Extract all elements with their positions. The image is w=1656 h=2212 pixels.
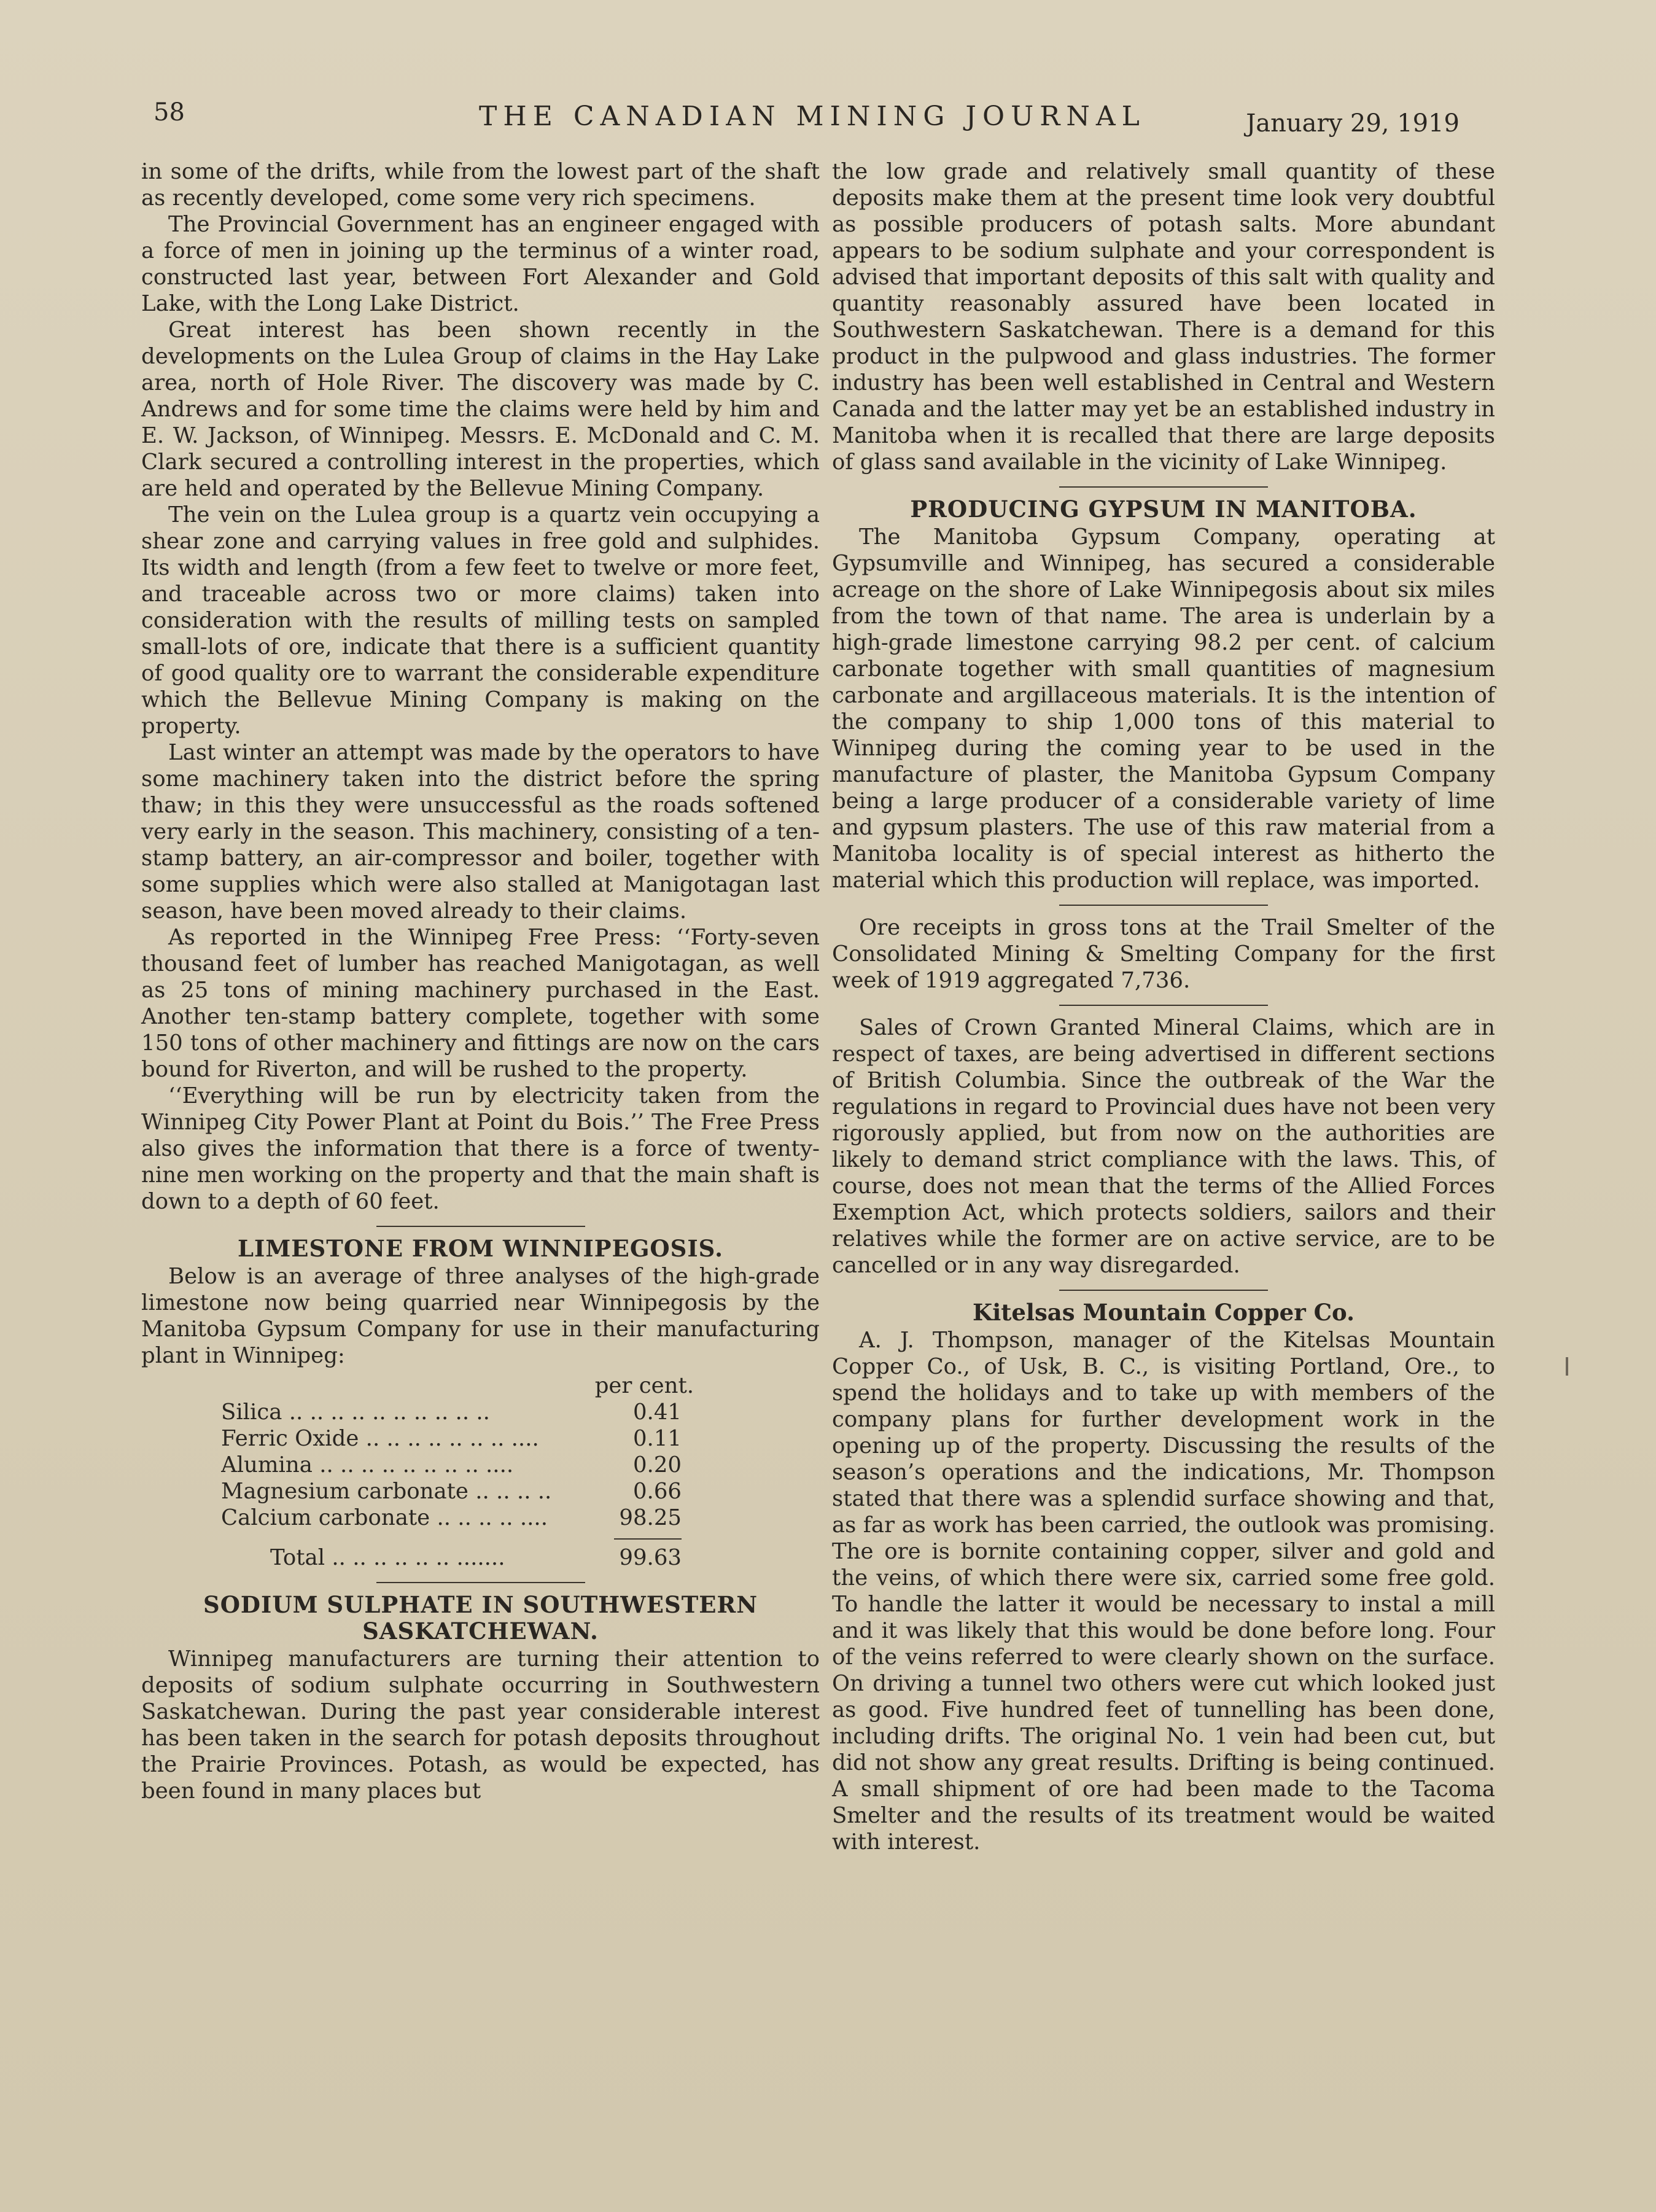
right-column bbox=[832, 158, 1495, 1855]
leader-dots: .. .. .. .. .... bbox=[430, 1505, 548, 1530]
paragraph: the low grade and relatively small quantity of these deposits make them at the present time look very doubtful as possible producers of potash salts. More abundant appears to be sodium sulphate and your correspondent is advised that important deposits of this salt with quality and quantity reasonably assured have been located in Southwestern Saskatchewan. There is a demand for this product in the pulpwood and glass industries. The former industry has been well established in Central and Western Canada and the latter may yet be an established industry in Manitoba when it is recalled that there are large deposits of glass sand available in the vicinity of Lake Winnipeg. bbox=[832, 159, 1495, 475]
sodium-heading-line2: SASKATCHEWAN. bbox=[362, 1618, 599, 1645]
kitelsas-heading: Kitelsas Mountain Copper Co. bbox=[973, 1299, 1355, 1326]
leader-dots: .. .. .. .. .. .. .. .... bbox=[359, 1426, 539, 1451]
analysis-unit: per cent. bbox=[594, 1373, 694, 1398]
analysis-label: Calcium carbonate bbox=[221, 1505, 430, 1530]
paragraph: Last winter an attempt was made by the operators to have some machinery taken into the district before the spring thaw; in this they were unsuccessful as the roads softened very early in the season. This machinery, consisting of a ten-stamp battery, an air-compressor and boiler, together with some supplies which were also stalled at Manigotagan last season, have been moved already to their claims. bbox=[141, 740, 820, 924]
section-divider bbox=[1059, 905, 1268, 906]
analysis-value: 0.11 bbox=[632, 1426, 682, 1451]
sodium-heading-line1: SODIUM SULPHATE IN SOUTHWESTERN bbox=[203, 1591, 758, 1618]
analysis-label: Silica bbox=[221, 1400, 282, 1425]
gypsum-paragraph: The Manitoba Gypsum Company, operating at Gypsumville and Winnipeg, has secured a considerable acreage on the shore of Lake Winnipegosis about six miles from the town of that name. The area is underlain by a high-grade limestone carrying 98.2 per cent. of calcium carbonate together with small quantities of magnesium carbonate and argillaceous materials. It is the intention of the company to ship 1,000 tons of this material to Winnipeg during the coming year to be used in the manufacture of plaster, the Manitoba Gypsum Company being a large producer of a considerable variety of lime and gypsum plasters. The use of this raw material from a Manitoba locality is of special interest as hitherto the material which this production will replace, was imported. bbox=[832, 524, 1495, 893]
analysis-row bbox=[221, 1452, 737, 1478]
leader-dots: .. .. .. .. .. .. .. .. .... bbox=[312, 1452, 514, 1478]
limestone-intro: Below is an average of three analyses of the high-grade limestone now being quarried near Winnipegosis by the Manitoba Gypsum Company for use in their manufacturing plant in Winnipeg: bbox=[141, 1264, 820, 1368]
left-column bbox=[141, 158, 820, 1804]
page-header bbox=[0, 98, 1656, 141]
section-divider bbox=[376, 1226, 585, 1227]
analysis-row bbox=[221, 1478, 737, 1505]
analysis-value: 0.20 bbox=[632, 1452, 682, 1478]
analysis-value: 98.25 bbox=[619, 1505, 682, 1530]
gypsum-heading: PRODUCING GYPSUM IN MANITOBA. bbox=[910, 496, 1417, 523]
section-divider bbox=[1059, 1005, 1268, 1006]
analysis-label: Magnesium carbonate bbox=[221, 1479, 468, 1504]
total-rule bbox=[614, 1538, 682, 1540]
sodium-paragraph: Winnipeg manufacturers are turning their attention to deposits of sodium sulphate occurring in Southwestern Saskatchewan. During the past year considerable interest has been taken in the search for potash deposits throughout the Prairie Provinces. Potash, as would be expected, has been found in many places but bbox=[141, 1646, 820, 1804]
paragraph: The Provincial Government has an engineer engaged with a force of men in joining up the terminus of a winter road, constructed last year, between Fort Alexander and Gold Lake, with the Long Lake District. bbox=[141, 212, 820, 316]
analysis-total-row bbox=[221, 1544, 737, 1571]
leader-dots: .. .. .. .. .. .. ....... bbox=[325, 1545, 505, 1570]
paragraph: in some of the drifts, while from the lowest part of the shaft as recently developed, come some very rich specimens. bbox=[141, 159, 820, 211]
leader-dots: .. .. .. .. bbox=[468, 1479, 552, 1504]
kitelsas-paragraph: A. J. Thompson, manager of the Kitelsas Mountain Copper Co., of Usk, B. C., is visiting Portland, Ore., to spend the holidays and to take up with members of the company plans for further development work in the opening up of the property. Discussing the results of the season’s operations and the indications, Mr. Thompson stated that there was a splendid surface showing and that, as far as work has been carried, the outlook was promising. The ore is bornite containing copper, silver and gold and the veins, of which there were six, carried some free gold. To handle the latter it would be necessary to instal a mill and it was likely that this would be done before long. Four of the veins referred to were clearly shown on the surface. On driving a tunnel two others were cut which looked just as good. Five hundred feet of tunnelling has been done, including drifts. The original No. 1 vein had been cut, but did not show any great results. Drifting is being continued. A small shipment of ore had been made to the Tacoma Smelter and the results of its treatment would be waited with interest. bbox=[832, 1328, 1495, 1855]
page-number: 58 bbox=[154, 98, 185, 127]
crown-claims-paragraph: Sales of Crown Granted Mineral Claims, which are in respect of taxes, are being advertised in different sections of British Columbia. Since the outbreak of the War the regulations in regard to Provincial dues have not been very rigorously applied, but from now on the authorities are likely to demand strict compliance with the laws. This, of course, does not mean that the terms of the Allied Forces Exemption Act, which protects soldiers, sailors and their relatives while the former are on active service, are to be cancelled or in any way disregarded. bbox=[832, 1015, 1495, 1278]
ore-receipts-paragraph: Ore receipts in gross tons at the Trail Smelter of the Consolidated Mining & Smelting Company for the first week of 1919 aggregated 7,736. bbox=[832, 915, 1495, 993]
leader-dots: .. .. .. .. .. .. .. .. .. .. bbox=[282, 1400, 490, 1425]
issue-date: January 29, 1919 bbox=[1246, 109, 1460, 138]
paragraph: The vein on the Lulea group is a quartz vein occupying a shear zone and carrying values in free gold and sulphides. Its width and length (from a few feet to twelve or more feet, and traceable across two or more claims) taken into consideration with the results of milling tests on sampled small-lots of ore, indicate that there is a sufficient quantity of good quality ore to warrant the considerable expenditure which the Bellevue Mining Company is making on the property. bbox=[141, 502, 820, 739]
section-divider bbox=[376, 1582, 585, 1583]
analysis-value: 0.66 bbox=[632, 1479, 682, 1504]
analysis-label: Ferric Oxide bbox=[221, 1426, 359, 1451]
journal-title: THE CANADIAN MINING JOURNAL bbox=[479, 101, 1146, 132]
analysis-row bbox=[221, 1399, 737, 1425]
paragraph: As reported in the Winnipeg Free Press: ‘‘Forty-seven thousand feet of lumber has reached Manigotagan, as well as 25 tons of mining machinery purchased in the East. Another ten-stamp battery complete, together with some 150 tons of other machinery and fittings are now on the cars bound for Riverton, and will be rushed to the property. bbox=[141, 925, 820, 1082]
margin-mark bbox=[1566, 1357, 1568, 1376]
section-divider bbox=[1059, 486, 1268, 488]
total-label: Total bbox=[270, 1545, 325, 1570]
total-value: 99.63 bbox=[619, 1545, 682, 1570]
paragraph: ‘‘Everything will be run by electricity taken from the Winnipeg City Power Plant at Point du Bois.’’ The Free Press also gives the information that there is a force of twenty-nine men working on the property and that the main shaft is down to a depth of 60 feet. bbox=[141, 1083, 820, 1214]
section-divider bbox=[1059, 1290, 1268, 1291]
analysis-label: Alumina bbox=[221, 1452, 313, 1478]
analysis-value: 0.41 bbox=[632, 1400, 682, 1425]
limestone-heading: LIMESTONE FROM WINNIPEGOSIS. bbox=[238, 1235, 723, 1262]
analysis-row bbox=[221, 1505, 737, 1531]
analysis-table bbox=[221, 1373, 737, 1571]
paragraph: Great interest has been shown recently in the developments on the Lulea Group of claims in the Hay Lake area, north of Hole River. The discovery was made by C. Andrews and for some time the claims were held by him and E. W. Jackson, of Winnipeg. Messrs. E. McDonald and C. M. Clark secured a controlling interest in the properties, which are held and operated by the Bellevue Mining Company. bbox=[141, 317, 820, 501]
analysis-row bbox=[221, 1425, 737, 1452]
